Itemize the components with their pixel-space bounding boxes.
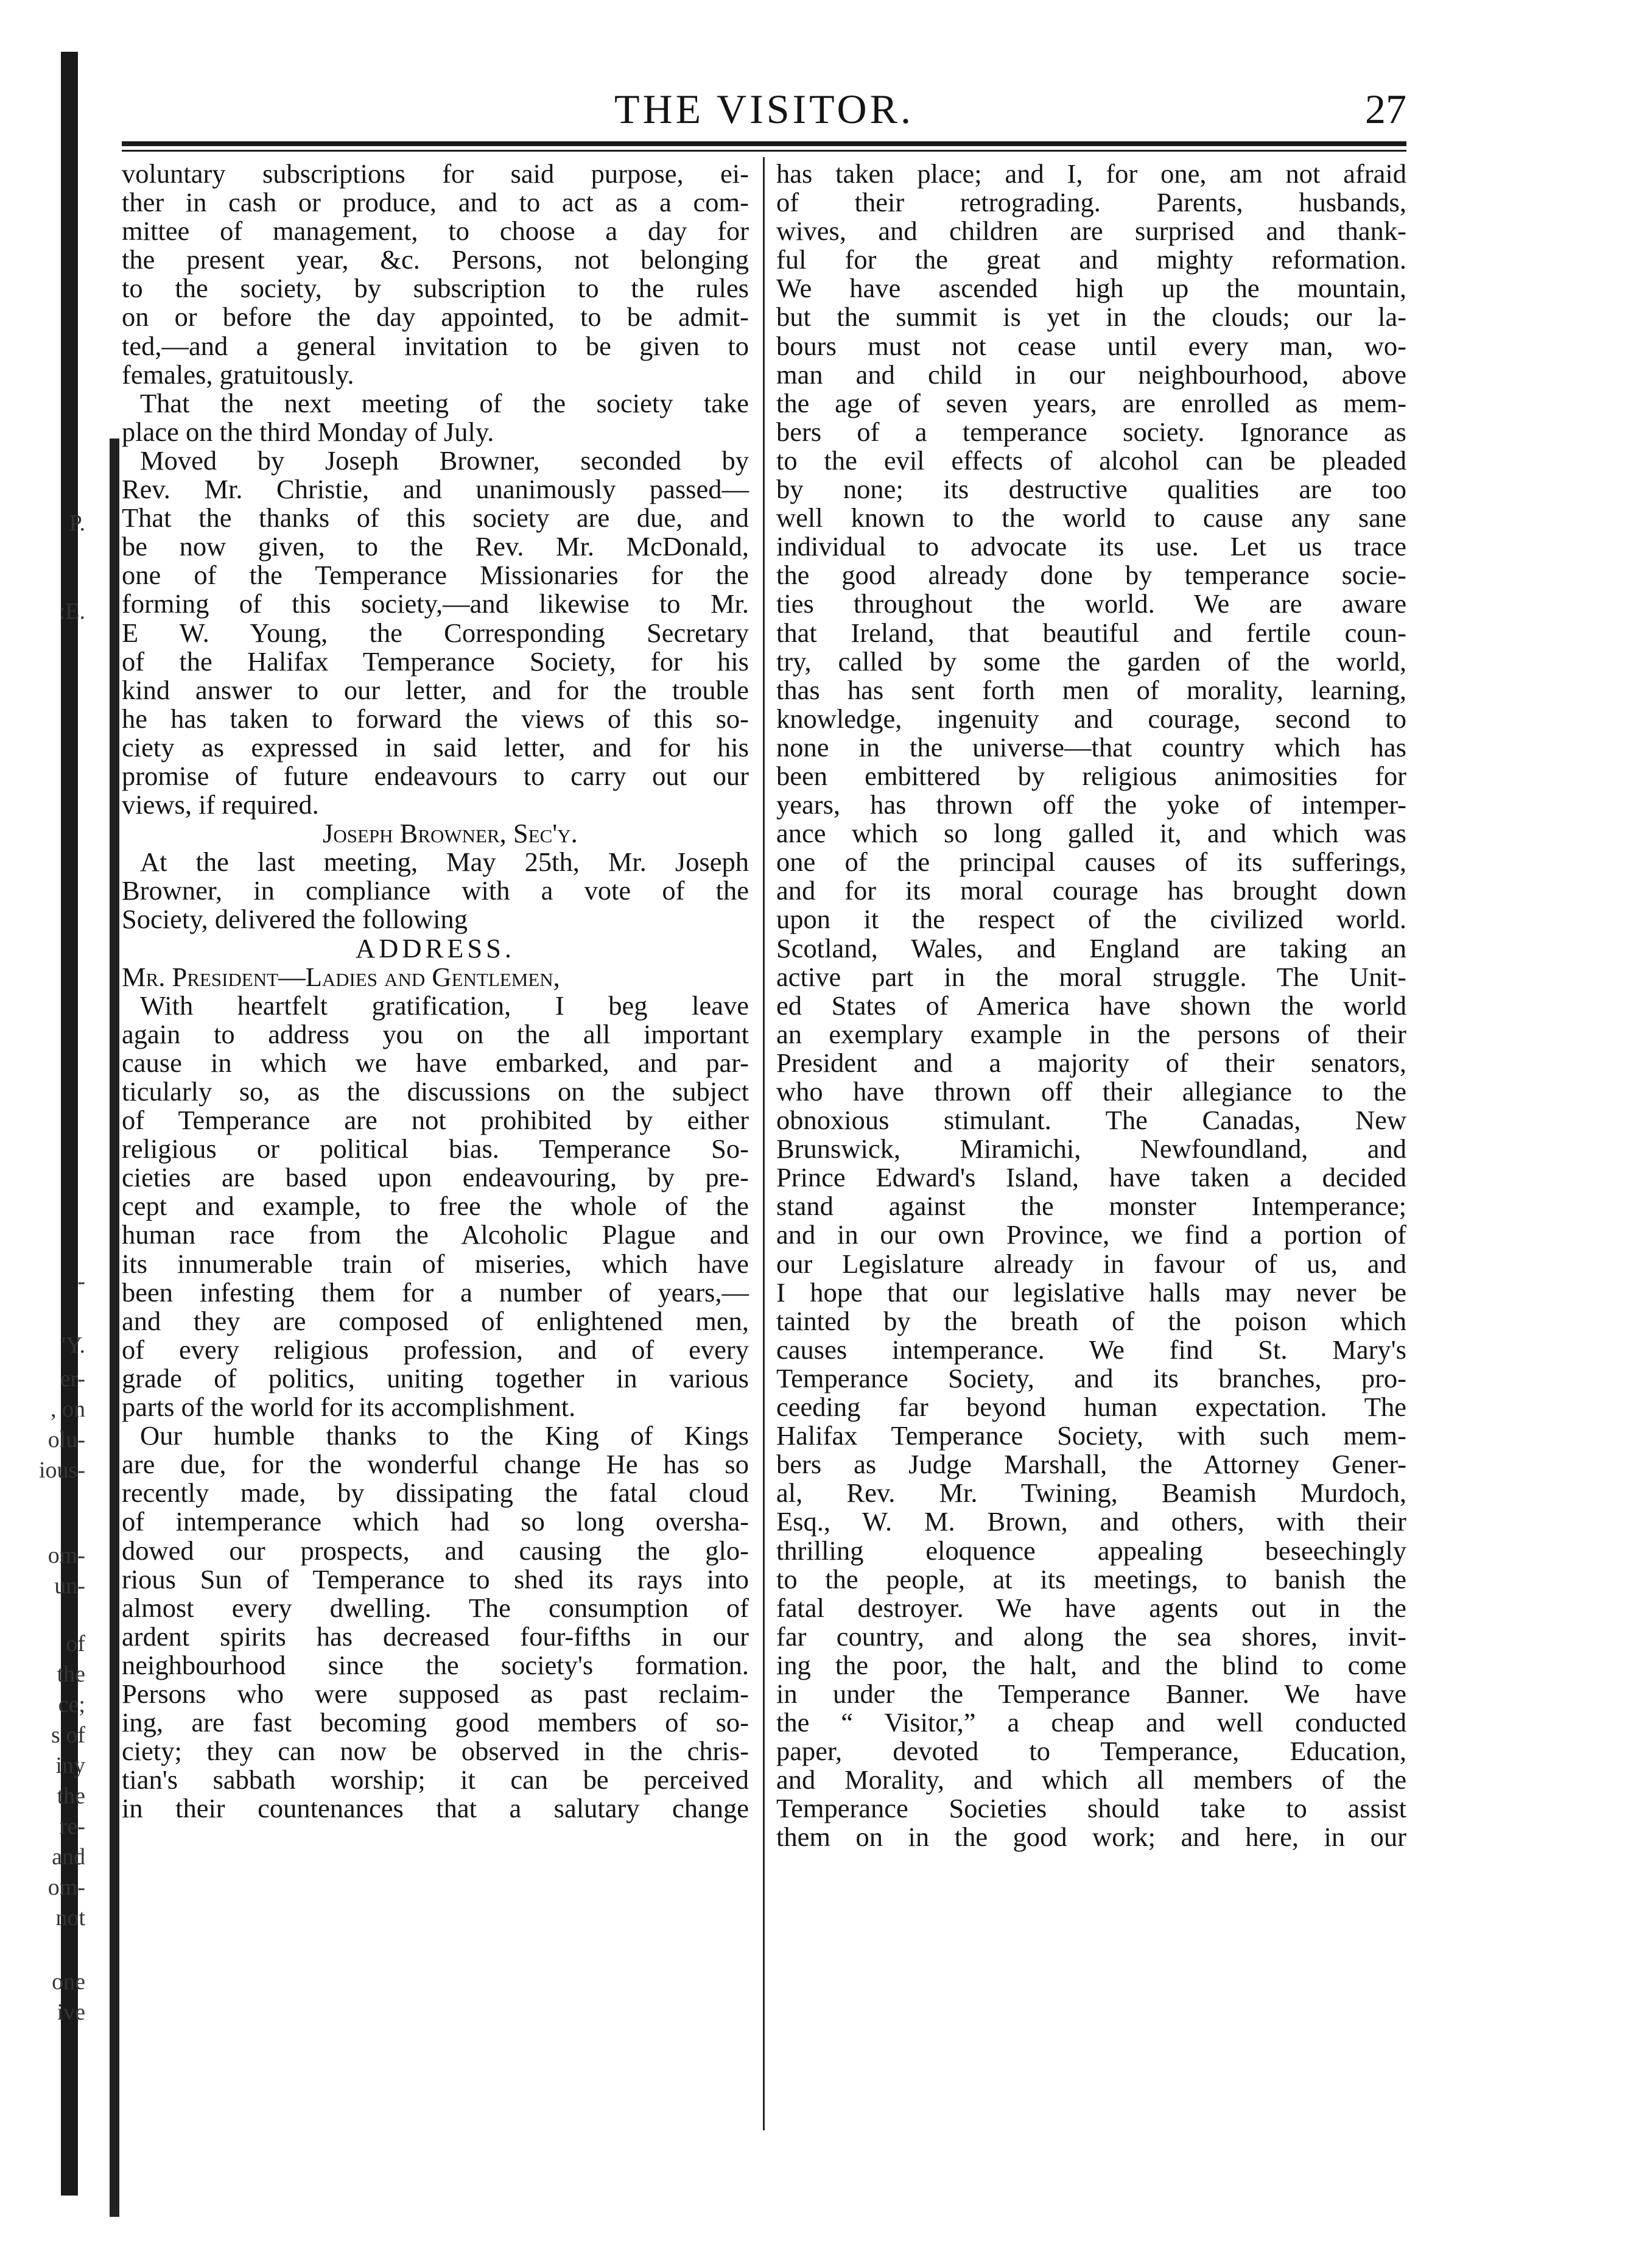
text-line: Prince Edward's Island, have taken a decided	[776, 1162, 1406, 1193]
header-rule-thin	[122, 150, 1406, 152]
text-line: paper, devoted to Temperance, Education,	[776, 1736, 1406, 1767]
text-line: active part in the moral struggle. The Unit-	[776, 961, 1406, 992]
edge-fragment: one	[52, 1969, 85, 1995]
text-line: Temperance Societies should take to assist	[776, 1793, 1406, 1824]
text-line: has taken place; and I, for one, am not afraid	[776, 158, 1406, 189]
text-line: rious Sun of Temperance to shed its rays into	[122, 1563, 749, 1594]
previous-page-fragments	[0, 0, 97, 2268]
text-line: of Temperance are not prohibited by either	[122, 1105, 749, 1136]
text-line: human race from the Alcoholic Plague and	[122, 1219, 749, 1250]
edge-fragment: , on	[51, 1396, 85, 1422]
text-line: one of the Temperance Missionaries for the	[122, 560, 749, 591]
text-line: the “ Visitor,” a cheap and well conducted	[776, 1707, 1406, 1738]
text-line: females, gratuitously.	[122, 359, 354, 390]
text-line: views, if required.	[122, 789, 319, 820]
text-line: the good already done by temperance socie-	[776, 560, 1406, 591]
text-line: cieties are based upon endeavouring, by pre-	[122, 1162, 749, 1193]
text-line: cept and example, to free the whole of the	[122, 1191, 749, 1222]
text-line: forming of this society,—and likewise to Mr.	[122, 588, 749, 619]
text-line: and Morality, and which all members of the	[776, 1764, 1406, 1795]
text-line: be now given, to the Rev. Mr. McDonald,	[122, 531, 749, 562]
text-line: fatal destroyer. We have agents out in the	[776, 1592, 1406, 1623]
text-line: Temperance Society, and its branches, pro-	[776, 1362, 1406, 1393]
text-line: ceeding far beyond human expectation. The	[776, 1392, 1406, 1423]
column-divider	[763, 157, 765, 2130]
right-column	[776, 160, 1406, 1852]
text-line: bers of a temperance society. Ignorance as	[776, 416, 1406, 447]
text-line: ing, are fast becoming good members of so-	[122, 1707, 749, 1738]
text-line: ful for the great and mighty reformation.	[776, 244, 1406, 275]
text-line: to the people, at its meetings, to banish the	[776, 1563, 1406, 1594]
text-line: upon it the respect of the civilized world.	[776, 904, 1406, 935]
text-line: in their countenances that a salutary change	[122, 1793, 749, 1824]
text-line: Joseph Browner, Sec'y.	[323, 818, 578, 849]
text-line: That the next meeting of the society take	[140, 387, 749, 418]
edge-fragment: un-	[54, 1573, 85, 1599]
text-line: individual to advocate its use. Let us trace	[776, 531, 1406, 562]
text-line: try, called by some the garden of the world,	[776, 646, 1406, 677]
text-line: obnoxious stimulant. The Canadas, New	[776, 1105, 1406, 1136]
text-line: and in our own Province, we find a portion of	[776, 1219, 1406, 1250]
running-header	[122, 85, 1406, 140]
text-line: religious or political bias. Temperance So-	[122, 1133, 749, 1164]
text-line: That the thanks of this society are due, and	[122, 502, 749, 534]
text-line: place on the third Monday of July.	[122, 416, 494, 447]
text-line: Scotland, Wales, and England are taking an	[776, 932, 1406, 963]
text-line: recently made, by dissipating the fatal cloud	[122, 1477, 749, 1509]
text-line: far country, and along the sea shores, invit-	[776, 1621, 1406, 1652]
edge-fragment: the	[57, 1661, 85, 1687]
text-line: Mr. President—Ladies and Gentlemen,	[122, 961, 560, 992]
text-line: Browner, in compliance with a vote of the	[122, 875, 749, 906]
text-line: stand against the monster Intemperance;	[776, 1191, 1406, 1222]
text-line: and they are composed of enlightened men,	[122, 1305, 749, 1336]
text-line: years, has thrown off the yoke of intemper-	[776, 789, 1406, 820]
text-line: them on in the good work; and here, in our	[776, 1822, 1406, 1853]
text-line: ardent spirits has decreased four-fifths in our	[122, 1621, 749, 1652]
text-line: wives, and children are surprised and thank-	[776, 216, 1406, 247]
text-line: Moved by Joseph Browner, seconded by	[140, 445, 749, 476]
text-line: thrilling eloquence appealing beseechingly	[776, 1535, 1406, 1566]
text-line: the age of seven years, are enrolled as mem-	[776, 387, 1406, 418]
text-line: cause in which we have embarked, and par-	[122, 1047, 749, 1078]
text-line: on or before the day appointed, to be admit-	[122, 301, 749, 333]
text-line: almost every dwelling. The consumption of	[122, 1592, 749, 1623]
text-line: voluntary subscriptions for said purpose, ei-	[122, 158, 749, 189]
text-line: E W. Young, the Corresponding Secretary	[122, 617, 749, 648]
text-line: knowledge, ingenuity and courage, second to	[776, 703, 1406, 734]
text-line: by none; its destructive qualities are too	[776, 474, 1406, 505]
text-line: tian's sabbath worship; it can be perceived	[122, 1764, 749, 1795]
edge-fragment: P.	[69, 510, 85, 536]
text-line: of every religious profession, and of every	[122, 1334, 749, 1365]
text-line: ing the poor, the halt, and the blind to come	[776, 1649, 1406, 1680]
edge-fragment: s of	[51, 1722, 85, 1748]
edge-fragment: olu-	[47, 1427, 85, 1453]
text-line: mittee of management, to choose a day for	[122, 216, 749, 247]
text-line: ciety; they can now be observed in the chris-	[122, 1736, 749, 1767]
text-line: bours must not cease until every man, wo-	[776, 330, 1406, 361]
text-line: ed States of America have shown the world	[776, 990, 1406, 1021]
page-number: 27	[1365, 86, 1406, 132]
text-line: but the summit is yet in the clouds; our la-	[776, 301, 1406, 333]
text-line: been infesting them for a number of years,—	[122, 1277, 749, 1308]
text-line: ties throughout the world. We are aware	[776, 588, 1406, 619]
text-line: to the evil effects of alcohol can be pleaded	[776, 445, 1406, 476]
text-line: tainted by the breath of the poison which	[776, 1305, 1406, 1336]
text-line: We have ascended high up the mountain,	[776, 273, 1406, 304]
text-line: At the last meeting, May 25th, Mr. Joseph	[140, 847, 749, 878]
text-line: he has taken to forward the views of this so-	[122, 703, 749, 734]
text-line: well known to the world to cause any sane	[776, 502, 1406, 534]
edge-fragment: ious-	[39, 1457, 85, 1483]
text-line: neighbourhood since the society's formation.	[122, 1649, 749, 1680]
text-line: promise of future endeavours to carry out our	[122, 760, 749, 791]
text-line: Rev. Mr. Christie, and unanimously passed—	[122, 474, 749, 505]
text-line: who have thrown off their allegiance to the	[776, 1076, 1406, 1107]
left-column	[122, 160, 749, 1823]
gutter-shadow-inner	[110, 438, 119, 2217]
text-line: ciety as expressed in said letter, and for his	[122, 731, 749, 762]
text-line: al, Rev. Mr. Twining, Beamish Murdoch,	[776, 1477, 1406, 1509]
text-line: dowed our prospects, and causing the glo-	[122, 1535, 749, 1566]
text-line: ADDRESS.	[356, 932, 515, 963]
text-line: of the Halifax Temperance Society, for his	[122, 646, 749, 677]
text-line: President and a majority of their senators,	[776, 1047, 1406, 1078]
publication-title: THE VISITOR.	[614, 86, 914, 132]
text-line: Halifax Temperance Society, with such mem-	[776, 1420, 1406, 1451]
text-line: one of the principal causes of its sufferings,	[776, 847, 1406, 878]
text-line: of intemperance which had so long oversha-	[122, 1506, 749, 1537]
text-line: bers as Judge Marshall, the Attorney Gener-	[776, 1449, 1406, 1480]
text-line: Society, delivered the following	[122, 904, 468, 935]
text-line: parts of the world for its accomplishment.	[122, 1392, 576, 1423]
edge-fragment: -	[77, 1269, 85, 1294]
text-line: kind answer to our letter, and for the trouble	[122, 674, 749, 705]
text-line: been embittered by religious animosities for	[776, 760, 1406, 791]
text-line: ther in cash or produce, and to act as a com-	[122, 187, 749, 218]
edge-fragment: not	[55, 1905, 85, 1931]
text-line: Brunswick, Miramichi, Newfoundland, and	[776, 1133, 1406, 1164]
edge-fragment: om-	[47, 1875, 85, 1900]
text-line: With heartfelt gratification, I beg leave	[140, 990, 749, 1021]
edge-fragment: om-	[47, 1543, 85, 1568]
text-line: ance which so long galled it, and which was	[776, 818, 1406, 849]
edge-fragment: and	[52, 1844, 85, 1870]
text-line: to the society, by subscription to the rules	[122, 273, 749, 304]
text-line: its innumerable train of miseries, which have	[122, 1248, 749, 1279]
text-line: that Ireland, that beautiful and fertile coun-	[776, 617, 1406, 648]
edge-fragment: :E.	[58, 599, 85, 624]
header-rule	[122, 141, 1406, 146]
text-line: the present year, &c. Persons, not belonging	[122, 244, 749, 275]
text-line: an exemplary example in the persons of their	[776, 1018, 1406, 1049]
text-line: Persons who were supposed as past reclaim-	[122, 1678, 749, 1709]
text-line: and for its moral courage has brought down	[776, 875, 1406, 906]
text-line: ted,—and a general invitation to be given to	[122, 330, 749, 361]
text-line: none in the universe—that country which has	[776, 731, 1406, 762]
text-line: I hope that our legislative halls may never be	[776, 1277, 1406, 1308]
text-line: causes intemperance. We find St. Mary's	[776, 1334, 1406, 1365]
text-line: ticularly so, as the discussions on the subject	[122, 1076, 749, 1107]
text-line: Esq., W. M. Brown, and others, with their	[776, 1506, 1406, 1537]
edge-fragment: re-	[59, 1814, 85, 1839]
edge-fragment: of	[66, 1631, 85, 1657]
text-line: of their retrograding. Parents, husbands,	[776, 187, 1406, 218]
text-line: our Legislature already in favour of us, and	[776, 1248, 1406, 1279]
text-line: thas has sent forth men of morality, learning,	[776, 674, 1406, 705]
text-line: man and child in our neighbourhood, above	[776, 359, 1406, 390]
text-line: in under the Temperance Banner. We have	[776, 1678, 1406, 1709]
edge-fragment: 'Y.	[61, 1333, 85, 1358]
text-line: Our humble thanks to the King of Kings	[140, 1420, 749, 1451]
edge-fragment: er-	[60, 1366, 85, 1392]
text-line: again to address you on the all important	[122, 1018, 749, 1049]
text-line: grade of politics, uniting together in various	[122, 1362, 749, 1393]
edge-fragment: ce;	[58, 1692, 85, 1717]
edge-fragment: ive	[57, 1999, 85, 2025]
edge-fragment: iny	[55, 1753, 85, 1778]
text-line: are due, for the wonderful change He has so	[122, 1449, 749, 1480]
edge-fragment: the	[57, 1783, 85, 1809]
